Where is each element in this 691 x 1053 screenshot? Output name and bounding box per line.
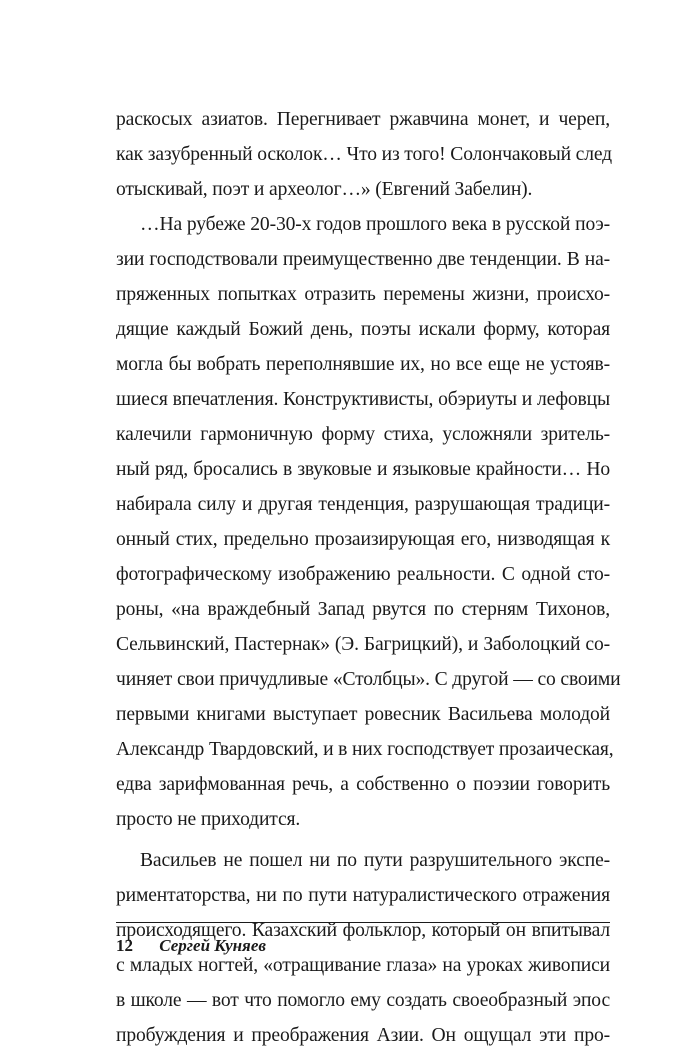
text-line: раскосых азиатов. Перегнивает ржавчина монет, и череп,: [116, 109, 610, 130]
text-line: могла бы вобрать переполнявшие их, но все еще не устояв-: [116, 354, 610, 375]
running-author: Сергей Куняев: [159, 936, 266, 955]
text-line: первыми книгами выступает ровесник Васильева молодой: [116, 704, 610, 725]
text-line: зии господствовали преимущественно две тенденции. В на-: [116, 249, 610, 270]
text-line: происходящего. Казахский фольклор, который он впитывал: [116, 920, 610, 941]
text-line: как зазубренный осколок… Что из того! Солончаковый след: [116, 144, 612, 165]
text-line: пряженных попытках отразить перемены жизни, происхо-: [116, 284, 610, 305]
text-line: пробуждения и преображения Азии. Он ощущал эти про-: [116, 1025, 610, 1046]
text-line: в школе — вот что помогло ему создать своеобразный эпос: [116, 990, 610, 1011]
text-line: Александр Твардовский, и в них господствует прозаическая,: [116, 739, 614, 760]
text-line: чиняет свои причудливые «Столбцы». С другой — со своими: [116, 669, 621, 690]
text-line: калечили гармоничную форму стиха, усложняли зритель-: [116, 424, 610, 445]
text-line: шиеся впечатления. Конструктивисты, обэриуты и лефовцы: [116, 389, 610, 410]
text-line: риментаторства, ни по пути натуралистического отражения: [116, 885, 610, 906]
text-line: Сельвинский, Пастернак» (Э. Багрицкий), и Заболоцкий со-: [116, 634, 610, 655]
page-number: 12: [116, 936, 133, 955]
text-line: набирала силу и другая тенденция, разрушающая традици-: [116, 494, 610, 515]
text-line: …На рубеже 20-30-х годов прошлого века в русской поэ-: [140, 214, 610, 235]
text-line: фотографическому изображению реальности. С одной сто-: [116, 564, 610, 585]
paragraph-1: [116, 102, 610, 207]
paragraph-2: [116, 207, 621, 837]
text-line: отыскивай, поэт и археолог…» (Евгений Забелин).: [116, 179, 533, 200]
page-body: [116, 102, 621, 1053]
text-line: едва зарифмованная речь, а собственно о поэзии говорить: [116, 774, 610, 795]
text-line: онный стих, предельно прозаизирующая его, низводящая к: [116, 529, 610, 550]
footer-rule: [116, 922, 610, 923]
text-line: с младых ногтей, «отращивание глаза» на уроках живописи: [116, 955, 610, 976]
text-line: ный ряд, бросались в звуковые и языковые крайности… Но: [116, 459, 610, 480]
page-footer: [116, 931, 266, 961]
text-line: просто не приходится.: [116, 809, 301, 830]
text-line: дящие каждый Божий день, поэты искали форму, которая: [116, 319, 610, 340]
text-line: роны, «на враждебный Запад рвутся по стерням Тихонов,: [116, 599, 610, 620]
text-line: Васильев не пошел ни по пути разрушительного экспе-: [140, 850, 610, 871]
